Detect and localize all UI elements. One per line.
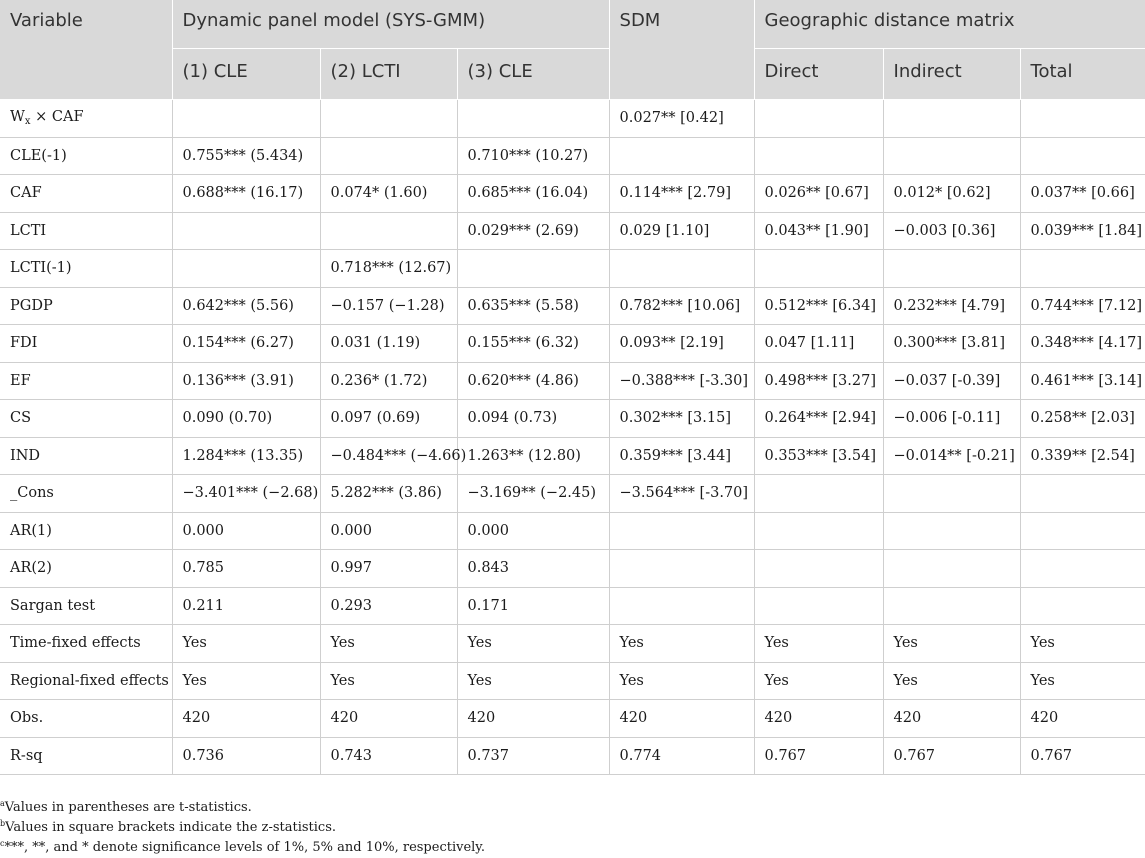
cell-sdm: 0.114*** [2.79] [609, 175, 754, 213]
header-col-1-cle: (1) CLE [172, 49, 320, 100]
table-row [0, 737, 1145, 775]
cell-indirect: 0.232*** [4.79] [883, 287, 1020, 325]
table-row [0, 437, 1145, 475]
cell-sdm: Yes [609, 662, 754, 700]
cell-col-2-lcti [320, 137, 457, 175]
footnote-mark: a [0, 799, 5, 808]
row-label: PGDP [0, 287, 172, 325]
cell-direct: 0.767 [754, 737, 883, 775]
cell-col-3-cle: Yes [457, 625, 609, 663]
footnote-c [0, 834, 485, 854]
cell-total: Yes [1020, 625, 1145, 663]
footnote-text: Values in square brackets indicate the z-statistics. [5, 820, 337, 835]
table-row [0, 212, 1145, 250]
cell-total: 420 [1020, 700, 1145, 738]
cell-direct [754, 250, 883, 288]
cell-col-1-cle: 0.736 [172, 737, 320, 775]
row-label: CAF [0, 175, 172, 213]
cell-total: 0.037** [0.66] [1020, 175, 1145, 213]
cell-total: 0.744*** [7.12] [1020, 287, 1145, 325]
cell-col-1-cle: −3.401*** (−2.68) [172, 475, 320, 513]
cell-sdm: 0.774 [609, 737, 754, 775]
cell-total [1020, 250, 1145, 288]
cell-direct: 420 [754, 700, 883, 738]
header-col-direct: Direct [754, 49, 883, 100]
row-label: Obs. [0, 700, 172, 738]
cell-total [1020, 550, 1145, 588]
row-label [0, 100, 172, 138]
cell-col-3-cle: 0.171 [457, 587, 609, 625]
cell-col-3-cle: 0.685*** (16.04) [457, 175, 609, 213]
cell-indirect [883, 512, 1020, 550]
cell-indirect: −0.014** [-0.21] [883, 437, 1020, 475]
cell-sdm: 420 [609, 700, 754, 738]
cell-indirect: −0.006 [-0.11] [883, 400, 1020, 438]
row-label: LCTI [0, 212, 172, 250]
cell-col-2-lcti: −0.484*** (−4.66) [320, 437, 457, 475]
cell-col-3-cle: 1.263** (12.80) [457, 437, 609, 475]
footnote-mark: b [0, 819, 6, 828]
cell-total [1020, 100, 1145, 138]
table-row [0, 400, 1145, 438]
header-group-sdm: SDM [609, 0, 754, 100]
table-row [0, 587, 1145, 625]
cell-direct [754, 512, 883, 550]
cell-col-2-lcti: 420 [320, 700, 457, 738]
cell-indirect [883, 550, 1020, 588]
cell-sdm: 0.093** [2.19] [609, 325, 754, 363]
cell-col-1-cle: Yes [172, 662, 320, 700]
cell-direct: 0.512*** [6.34] [754, 287, 883, 325]
cell-col-3-cle [457, 100, 609, 138]
cell-col-2-lcti: 0.743 [320, 737, 457, 775]
cell-indirect [883, 137, 1020, 175]
footnote-mark: c [0, 839, 5, 848]
cell-col-1-cle: 0.785 [172, 550, 320, 588]
row-label: AR(2) [0, 550, 172, 588]
cell-col-2-lcti: 0.031 (1.19) [320, 325, 457, 363]
cell-total: 0.039*** [1.84] [1020, 212, 1145, 250]
cell-col-3-cle: 420 [457, 700, 609, 738]
header-col-total: Total [1020, 49, 1145, 100]
cell-indirect: −0.003 [0.36] [883, 212, 1020, 250]
row-label: IND [0, 437, 172, 475]
table-body [0, 100, 1145, 775]
cell-col-2-lcti: 5.282*** (3.86) [320, 475, 457, 513]
row-label: AR(1) [0, 512, 172, 550]
cell-indirect: Yes [883, 625, 1020, 663]
cell-total [1020, 475, 1145, 513]
cell-col-3-cle: 0.737 [457, 737, 609, 775]
table-row [0, 625, 1145, 663]
footnote-text: ***, **, and * denote significance levels of 1%, 5% and 10%, respectively. [4, 840, 486, 855]
cell-sdm: 0.782*** [10.06] [609, 287, 754, 325]
cell-indirect: 0.767 [883, 737, 1020, 775]
cell-direct [754, 475, 883, 513]
row-label: FDI [0, 325, 172, 363]
footnote-text: Values in parentheses are t-statistics. [4, 800, 252, 815]
cell-col-3-cle: 0.635*** (5.58) [457, 287, 609, 325]
cell-col-2-lcti: 0.718*** (12.67) [320, 250, 457, 288]
cell-sdm: −3.564*** [-3.70] [609, 475, 754, 513]
cell-col-1-cle [172, 250, 320, 288]
row-label: Time-fixed effects [0, 625, 172, 663]
cell-indirect: 0.300*** [3.81] [883, 325, 1020, 363]
cell-total: 0.461*** [3.14] [1020, 362, 1145, 400]
cell-direct [754, 137, 883, 175]
cell-direct: 0.026** [0.67] [754, 175, 883, 213]
cell-col-1-cle: 0.090 (0.70) [172, 400, 320, 438]
cell-sdm [609, 512, 754, 550]
cell-col-2-lcti: Yes [320, 662, 457, 700]
row-label: Regional-fixed effects [0, 662, 172, 700]
row-label: CS [0, 400, 172, 438]
cell-col-3-cle: 0.000 [457, 512, 609, 550]
cell-col-1-cle: 0.136*** (3.91) [172, 362, 320, 400]
row-label: EF [0, 362, 172, 400]
cell-col-2-lcti: −0.157 (−1.28) [320, 287, 457, 325]
cell-col-3-cle: −3.169** (−2.45) [457, 475, 609, 513]
cell-direct: 0.043** [1.90] [754, 212, 883, 250]
cell-col-1-cle: 0.688*** (16.17) [172, 175, 320, 213]
cell-col-1-cle: 0.154*** (6.27) [172, 325, 320, 363]
cell-col-2-lcti: 0.997 [320, 550, 457, 588]
cell-sdm: 0.029 [1.10] [609, 212, 754, 250]
cell-sdm: −0.388*** [-3.30] [609, 362, 754, 400]
cell-sdm: 0.302*** [3.15] [609, 400, 754, 438]
cell-indirect: 0.012* [0.62] [883, 175, 1020, 213]
cell-direct: Yes [754, 625, 883, 663]
cell-col-3-cle: 0.620*** (4.86) [457, 362, 609, 400]
cell-direct [754, 587, 883, 625]
cell-col-1-cle: 0.000 [172, 512, 320, 550]
cell-col-3-cle: 0.094 (0.73) [457, 400, 609, 438]
cell-indirect: Yes [883, 662, 1020, 700]
table-row [0, 100, 1145, 138]
cell-sdm: Yes [609, 625, 754, 663]
cell-direct: 0.498*** [3.27] [754, 362, 883, 400]
cell-col-3-cle: 0.710*** (10.27) [457, 137, 609, 175]
table-row [0, 475, 1145, 513]
cell-indirect: −0.037 [-0.39] [883, 362, 1020, 400]
cell-direct: Yes [754, 662, 883, 700]
cell-col-2-lcti [320, 100, 457, 138]
row-label-rest: × CAF [30, 109, 84, 126]
cell-col-3-cle: 0.843 [457, 550, 609, 588]
header-col-3-cle: (3) CLE [457, 49, 609, 100]
table-row [0, 700, 1145, 738]
cell-col-1-cle: 0.755*** (5.434) [172, 137, 320, 175]
cell-sdm: 0.359*** [3.44] [609, 437, 754, 475]
cell-col-2-lcti: Yes [320, 625, 457, 663]
cell-indirect [883, 100, 1020, 138]
cell-total [1020, 587, 1145, 625]
cell-indirect: 420 [883, 700, 1020, 738]
cell-direct [754, 100, 883, 138]
row-label-subscript: x [24, 116, 31, 128]
cell-total: Yes [1020, 662, 1145, 700]
cell-indirect [883, 587, 1020, 625]
table-row [0, 287, 1145, 325]
header-group-sys-gmm: Dynamic panel model (SYS-GMM) [172, 0, 609, 49]
cell-col-1-cle: 420 [172, 700, 320, 738]
cell-col-1-cle: 0.211 [172, 587, 320, 625]
cell-indirect [883, 250, 1020, 288]
cell-total [1020, 512, 1145, 550]
header-group-geographic: Geographic distance matrix [754, 0, 1145, 49]
table-row [0, 550, 1145, 588]
row-label-base: W [10, 109, 25, 126]
cell-col-2-lcti: 0.097 (0.69) [320, 400, 457, 438]
cell-sdm [609, 550, 754, 588]
cell-col-1-cle: Yes [172, 625, 320, 663]
table-row [0, 662, 1145, 700]
cell-col-1-cle: 0.642*** (5.56) [172, 287, 320, 325]
table-row [0, 325, 1145, 363]
table-footnotes [0, 794, 485, 854]
table-row [0, 175, 1145, 213]
cell-total: 0.767 [1020, 737, 1145, 775]
cell-col-3-cle: 0.029*** (2.69) [457, 212, 609, 250]
cell-col-2-lcti [320, 212, 457, 250]
cell-col-2-lcti: 0.074* (1.60) [320, 175, 457, 213]
cell-direct: 0.264*** [2.94] [754, 400, 883, 438]
header-row-groups [0, 0, 1145, 49]
row-label: R-sq [0, 737, 172, 775]
cell-indirect [883, 475, 1020, 513]
cell-direct: 0.353*** [3.54] [754, 437, 883, 475]
cell-sdm [609, 587, 754, 625]
cell-sdm [609, 137, 754, 175]
cell-sdm: 0.027** [0.42] [609, 100, 754, 138]
cell-direct: 0.047 [1.11] [754, 325, 883, 363]
cell-col-2-lcti: 0.000 [320, 512, 457, 550]
cell-col-3-cle [457, 250, 609, 288]
cell-col-1-cle [172, 212, 320, 250]
table-row [0, 137, 1145, 175]
header-row-columns [0, 49, 1145, 100]
header-variable: Variable [0, 0, 172, 100]
cell-total [1020, 137, 1145, 175]
cell-col-3-cle: Yes [457, 662, 609, 700]
table-row [0, 362, 1145, 400]
cell-col-3-cle: 0.155*** (6.32) [457, 325, 609, 363]
header-col-indirect: Indirect [883, 49, 1020, 100]
cell-total: 0.258** [2.03] [1020, 400, 1145, 438]
cell-col-2-lcti: 0.293 [320, 587, 457, 625]
row-label: Sargan test [0, 587, 172, 625]
footnote-b [0, 814, 485, 834]
row-label: CLE(-1) [0, 137, 172, 175]
cell-sdm [609, 250, 754, 288]
cell-col-1-cle [172, 100, 320, 138]
table-row [0, 512, 1145, 550]
cell-col-1-cle: 1.284*** (13.35) [172, 437, 320, 475]
cell-direct [754, 550, 883, 588]
cell-total: 0.348*** [4.17] [1020, 325, 1145, 363]
row-label: _Cons [0, 475, 172, 513]
table-row [0, 250, 1145, 288]
cell-col-2-lcti: 0.236* (1.72) [320, 362, 457, 400]
footnote-a [0, 794, 485, 814]
row-label: LCTI(-1) [0, 250, 172, 288]
cell-total: 0.339** [2.54] [1020, 437, 1145, 475]
header-col-2-lcti: (2) LCTI [320, 49, 457, 100]
